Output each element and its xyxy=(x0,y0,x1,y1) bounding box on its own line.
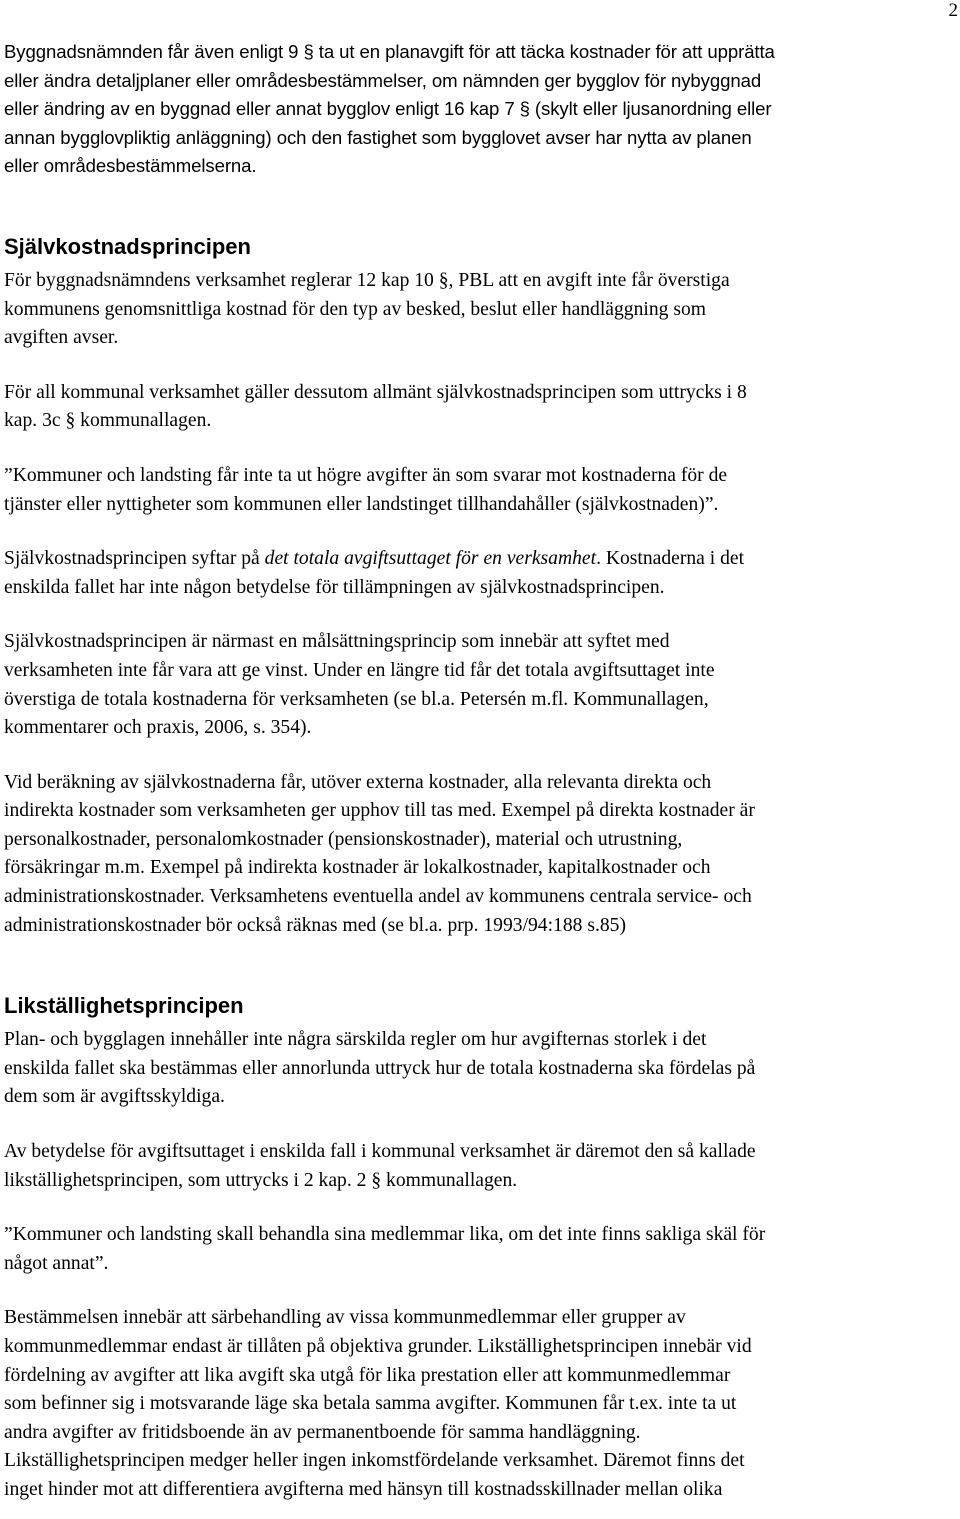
text-line: ”Kommuner och landsting skall behandla sina medlemmar lika, om det inte finns sakliga skäl för xyxy=(4,1224,766,1246)
text-line: indirekta kostnader som verksamheten ger upphov till tas med. Exempel på direkta kostnader är xyxy=(4,800,755,822)
text-line: andra avgifter av fritidsboende än av permanentboende för samma handläggning. xyxy=(4,1421,641,1443)
text-line: eller ändring av en byggnad eller annat bygglov enligt 16 kap 7 § (skylt eller ljusanordning eller xyxy=(4,98,772,120)
text-line: tjänster eller nyttigheter som kommunen eller landstinget tillhandahåller (självkostnaden)”. xyxy=(4,493,719,515)
paragraph xyxy=(4,1026,956,1112)
text-line: Byggnadsnämnden får även enligt 9 § ta ut en planavgift för att täcka kostnader för att upprätta xyxy=(4,41,775,62)
text-line: likställighetsprincipen, som uttrycks i 2 kap. 2 § kommunallagen. xyxy=(4,1169,518,1191)
paragraph xyxy=(4,628,956,742)
text-line: verksamheten inte får vara att ge vinst. Under en längre tid får det totala avgiftsuttaget inte xyxy=(4,659,715,681)
section-heading-sjalvkostnad: Självkostnadsprincipen xyxy=(4,233,251,259)
page-number: 2 xyxy=(948,0,958,21)
quote-paragraph xyxy=(4,462,956,519)
paragraph xyxy=(4,769,956,941)
section-heading-likstallighet: Likställighetsprincipen xyxy=(4,993,244,1019)
text-line: kommunmedlemmar endast är tillåten på objektiva grunder. Likställighetsprincipen innebär vid xyxy=(4,1336,752,1357)
text-segment: Självkostnadsprincipen syftar på xyxy=(4,548,265,570)
paragraph xyxy=(4,545,956,602)
emphasized-text: det totala avgiftsuttaget för en verksamhet xyxy=(264,548,597,570)
text-line: försäkringar m.m. Exempel på indirekta kostnader är lokalkostnader, kapitalkostnader och xyxy=(4,857,711,879)
text-line: kommentarer och praxis, 2006, s. 354). xyxy=(4,717,312,739)
text-segment: . Kostnaderna i det xyxy=(596,548,745,570)
text-line: administrationskostnader bör också räknas med (se bl.a. prp. 1993/94:188 s.85) xyxy=(4,914,626,936)
document-body xyxy=(4,38,956,1505)
text-line: Vid beräkning av självkostnaderna får, utöver externa kostnader, alla relevanta direkta och xyxy=(4,771,712,793)
text-line: Självkostnadsprincipen är närmast en målsättningsprincip som innebär att syftet med xyxy=(4,631,670,653)
paragraph xyxy=(4,379,956,436)
text-line: För all kommunal verksamhet gäller dessutom allmänt självkostnadsprincipen som uttrycks i 8 xyxy=(4,381,747,403)
text-line: Bestämmelsen innebär att särbehandling av vissa kommunmedlemmar eller grupper av xyxy=(4,1307,686,1329)
text-line: enskilda fallet ska bestämmas eller annorlunda uttryck hur de totala kostnaderna ska fördelas på xyxy=(4,1057,756,1079)
text-line: kap. 3c § kommunallagen. xyxy=(4,410,212,432)
text-line: Av betydelse för avgiftsuttaget i enskilda fall i kommunal verksamhet är däremot den så kallade xyxy=(4,1141,756,1163)
text-line: överstiga de totala kostnaderna för verksamheten (se bl.a. Petersén m.fl. Kommunallagen, xyxy=(4,688,709,710)
text-line: ”Kommuner och landsting får inte ta ut högre avgifter än som svarar mot kostnaderna för de xyxy=(4,464,728,486)
text-line: något annat”. xyxy=(4,1252,109,1274)
text-line: dem som är avgiftsskyldiga. xyxy=(4,1086,225,1108)
paragraph xyxy=(4,1304,956,1504)
text-line: eller ändra detaljplaner eller områdesbestämmelser, om nämnden ger bygglov för nybyggnad xyxy=(4,69,762,91)
text-line: som befinner sig i motsvarande läge ska betala samma avgifter. Kommunen får t.ex. inte ta ut xyxy=(4,1393,737,1415)
text-line: Likställighetsprincipen medger heller ingen inkomstfördelande verksamhet. Däremot finns det xyxy=(4,1450,745,1472)
text-line: Plan- och bygglagen innehåller inte några särskilda regler om hur avgifternas storlek i det xyxy=(4,1029,707,1051)
text-line: avgiften avser. xyxy=(4,327,119,349)
quote-paragraph xyxy=(4,1221,956,1278)
text-line: personalkostnader, personalomkostnader (pensionskostnader), material och utrustning, xyxy=(4,828,683,850)
text-line: enskilda fallet har inte någon betydelse för tillämpningen av självkostnadsprincipen. xyxy=(4,576,665,598)
text-line xyxy=(4,545,956,574)
text-line: eller områdesbestämmelserna. xyxy=(4,155,257,177)
paragraph xyxy=(4,1138,956,1195)
intro-paragraph xyxy=(4,38,956,181)
text-line: kommunens genomsnittliga kostnad för den typ av besked, beslut eller handläggning som xyxy=(4,298,706,320)
text-line: fördelning av avgifter att lika avgift ska utgå för lika prestation eller att kommunmedlemmar xyxy=(4,1364,731,1386)
text-line: inget hinder mot att differentiera avgifterna med hänsyn till kostnadsskillnader mellan olika xyxy=(4,1478,723,1500)
text-line: annan bygglovpliktig anläggning) och den fastighet som bygglovet avser har nytta av planen xyxy=(4,126,752,148)
text-line: För byggnadsnämndens verksamhet reglerar 12 kap 10 §, PBL att en avgift inte får överstiga xyxy=(4,269,730,291)
paragraph xyxy=(4,267,956,353)
text-line: administrationskostnader. Verksamhetens eventuella andel av kommunens centrala service- och xyxy=(4,886,752,908)
